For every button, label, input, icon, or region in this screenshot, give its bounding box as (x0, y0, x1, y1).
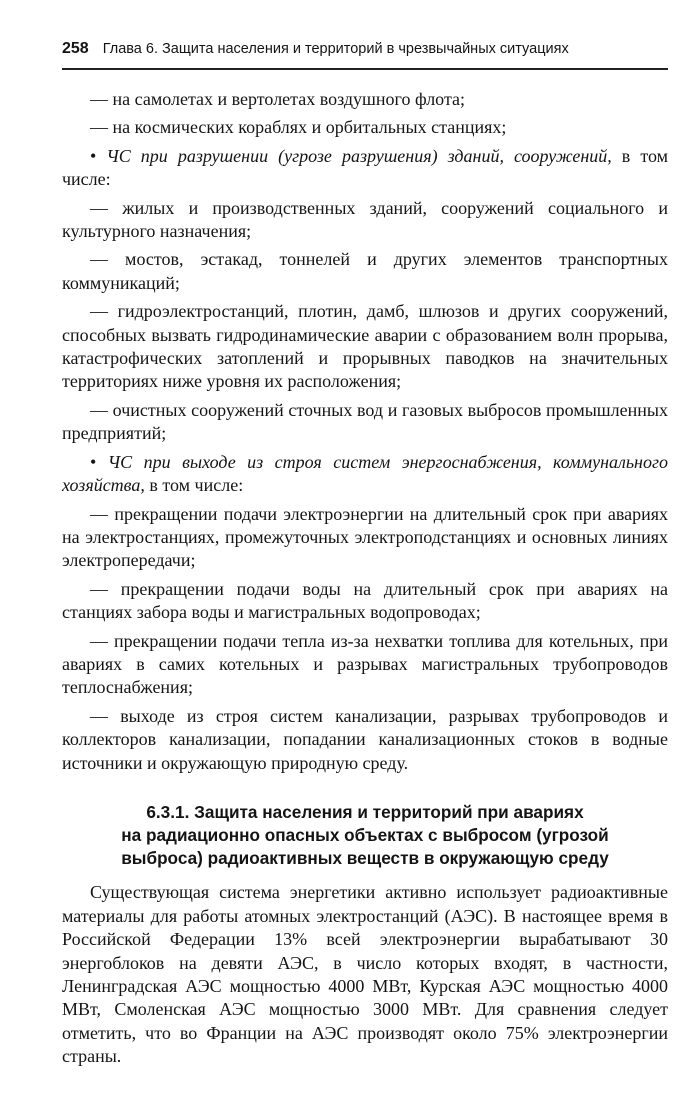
list-item-text: — на самолетах и вертолетах воздушного флота; (90, 89, 466, 109)
running-title: Глава 6. Защита населения и территорий в чрезвычайных ситуациях (102, 41, 569, 57)
section-heading-line-3: выброса) радиоактивных веществ в окружающую среду (121, 847, 609, 868)
list-item-text: — на космических кораблях и орбитальных станциях; (90, 117, 507, 138)
list-section (62, 88, 668, 775)
list-item (62, 399, 668, 446)
list-item (62, 503, 668, 573)
list-item-text: — мостов, эстакад, тоннелей и других элементов транспортных коммуникаций; (62, 249, 668, 293)
list-item-text: — гидроэлектростанций, плотин, дамб, шлюзов и других сооружений, способных вызвать гидродинамические аварии с образованием волн прорыва, катастрофических затоплений и прорывных паводков на значительных территориях ниже уровня их расположения; (62, 301, 668, 392)
list-item (62, 630, 668, 700)
list-item-text: — прекращении подачи воды на длительный срок при авариях на станциях забора воды и магистральных водопроводах; (62, 578, 668, 623)
page-number: 258 (62, 40, 89, 57)
list-item-emphasis: ЧС при выходе из строя систем энергоснабжения, коммунального хозяйства, (62, 451, 668, 496)
list-item (62, 88, 668, 111)
list-item-text: в том числе: (62, 145, 668, 190)
page-body (62, 88, 668, 1071)
bullet-marker: • (90, 145, 107, 166)
list-item (62, 705, 668, 775)
list-item-text: — жилых и производственных зданий, сооружений социального и культурного назначения; (62, 197, 668, 242)
list-item (62, 116, 668, 139)
closing-paragraph: Существующая система энергетики активно использует радиоактивные материалы для работы атомных электростанций (АЭС). В настоящее время в Российской Федерации 13% всей электроэнергии вырабатывают 30 энергоблоков на девяти АЭС, в число которых входят, в частности, Ленинградская АЭС мощностью 4000 МВт, Курская АЭС мощностью 4000 МВт, Смоленская АЭС мощностью 3000 МВт. Для сравнения следует отметить, что во Франции на АЭС производят около 75% электроэнергии страны. (62, 882, 668, 1067)
running-header (62, 40, 668, 58)
list-item (62, 300, 668, 394)
list-item (62, 197, 668, 244)
list-item-emphasis: ЧС при разрушении (угрозе разрушения) зданий, сооружений, (106, 145, 612, 166)
list-item-text: — очистных сооружений сточных вод и газовых выбросов промышленных предприятий; (62, 399, 668, 444)
list-item (62, 451, 668, 498)
header-rule (62, 68, 668, 70)
list-item-text: в том числе: (144, 475, 244, 496)
section-heading-line-2: на радиационно опасных объектах с выбросом (угрозой (121, 824, 609, 845)
section-heading-line-1: 6.3.1. Защита населения и территорий при авариях (146, 801, 584, 822)
list-item-text: — прекращении подачи электроэнергии на длительный срок при авариях на электростанциях, промежуточных электроподстанциях и основных линиях электропередачи; (62, 503, 668, 571)
list-item-text: — выходе из строя систем канализации, разрывах трубопроводов и коллекторов канализации, попадании канализационных стоков в водные источники и окружающую природную среду. (62, 705, 668, 773)
list-item (62, 578, 668, 625)
list-item (62, 248, 668, 295)
bullet-marker: • (90, 451, 108, 472)
section-heading (62, 801, 668, 869)
list-item-text: — прекращении подачи тепла из-за нехватки топлива для котельных, при авариях в самих котельных и разрывах магистральных трубопроводов теплоснабжения; (62, 630, 668, 698)
list-item (62, 145, 668, 192)
